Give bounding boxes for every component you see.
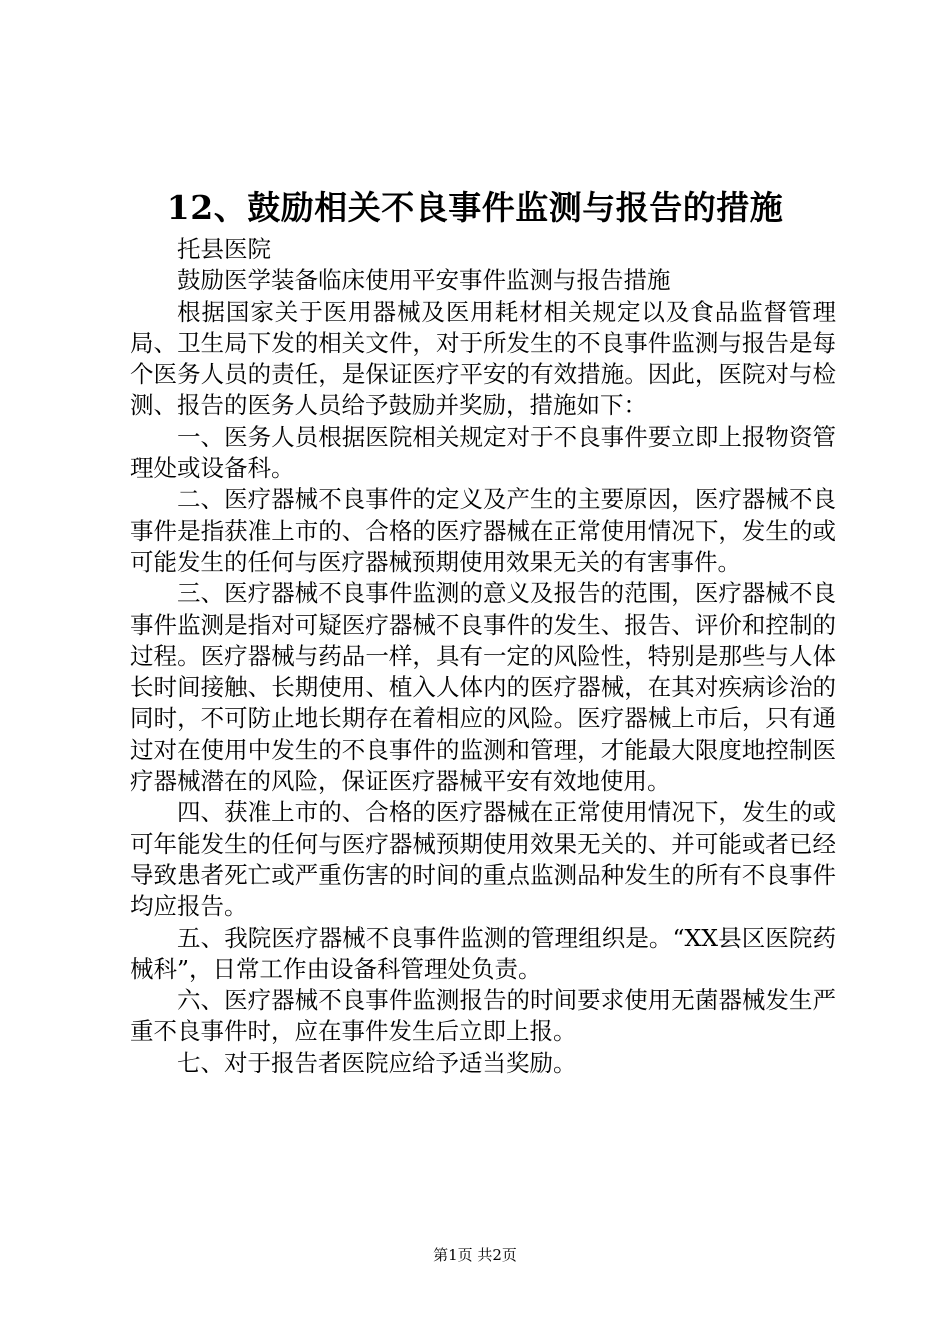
paragraph-item-4: 四、获准上市的、合格的医疗器械在正常使用情况下，发生的或可年能发生的任何与医疗器械预期使用效果无关的、并可能或者已经导致患者死亡或严重伤害的时间的重点监测品种发生的所有不良事件均应报告。 [130, 798, 836, 921]
document-title: 12、鼓励相关不良事件监测与报告的措施 [166, 188, 784, 227]
org-line: 托县医院 [177, 235, 271, 263]
subtitle-line: 鼓励医学装备临床使用平安事件监测与报告措施 [177, 266, 671, 295]
paragraph-item-2: 二、医疗器械不良事件的定义及产生的主要原因，医疗器械不良事件是指获准上市的、合格的医疗器械在正常使用情况下，发生的或可能发生的任何与医疗器械预期使用效果无关的有害事件。 [130, 485, 836, 576]
paragraph-item-3: 三、医疗器械不良事件监测的意义及报告的范围，医疗器械不良事件监测是指对可疑医疗器械不良事件的发生、报告、评价和控制的过程。医疗器械与药品一样，具有一定的风险性，特别是那些与人体长时间接触、长期使用、植入人体内的医疗器械，在其对疾病诊治的同时，不可防止地长期存在着相应的风险。医疗器械上市后，只有通过对在使用中发生的不良事件的监测和管理，才能最大限度地控制医疗器械潜在的风险，保证医疗器械平安有效地使用。 [130, 579, 836, 796]
paragraph-intro: 根据国家关于医用器械及医用耗材相关规定以及食品监督管理局、卫生局下发的相关文件，对于所发生的不良事件监测与报告是每个医务人员的责任，是保证医疗平安的有效措施。因此，医院对与检测、报告的医务人员给予鼓励并奖励，措施如下： [130, 297, 836, 420]
document-body [130, 234, 836, 1079]
paragraph-item-1: 一、医务人员根据医院相关规定对于不良事件要立即上报物资管理处或设备科。 [130, 422, 836, 483]
paragraph-item-5: 五、我院医疗器械不良事件监测的管理组织是。“XX县区医院药械科”，日常工作由设备科管理处负责。 [130, 923, 836, 983]
page-footer: 第1页 共2页 [433, 1246, 517, 1264]
paragraph-item-6: 六、医疗器械不良事件监测报告的时间要求使用无菌器械发生严重不良事件时，应在事件发生后立即上报。 [130, 986, 836, 1046]
paragraph-item-7: 七、对于报告者医院应给予适当奖励。 [177, 1048, 577, 1077]
